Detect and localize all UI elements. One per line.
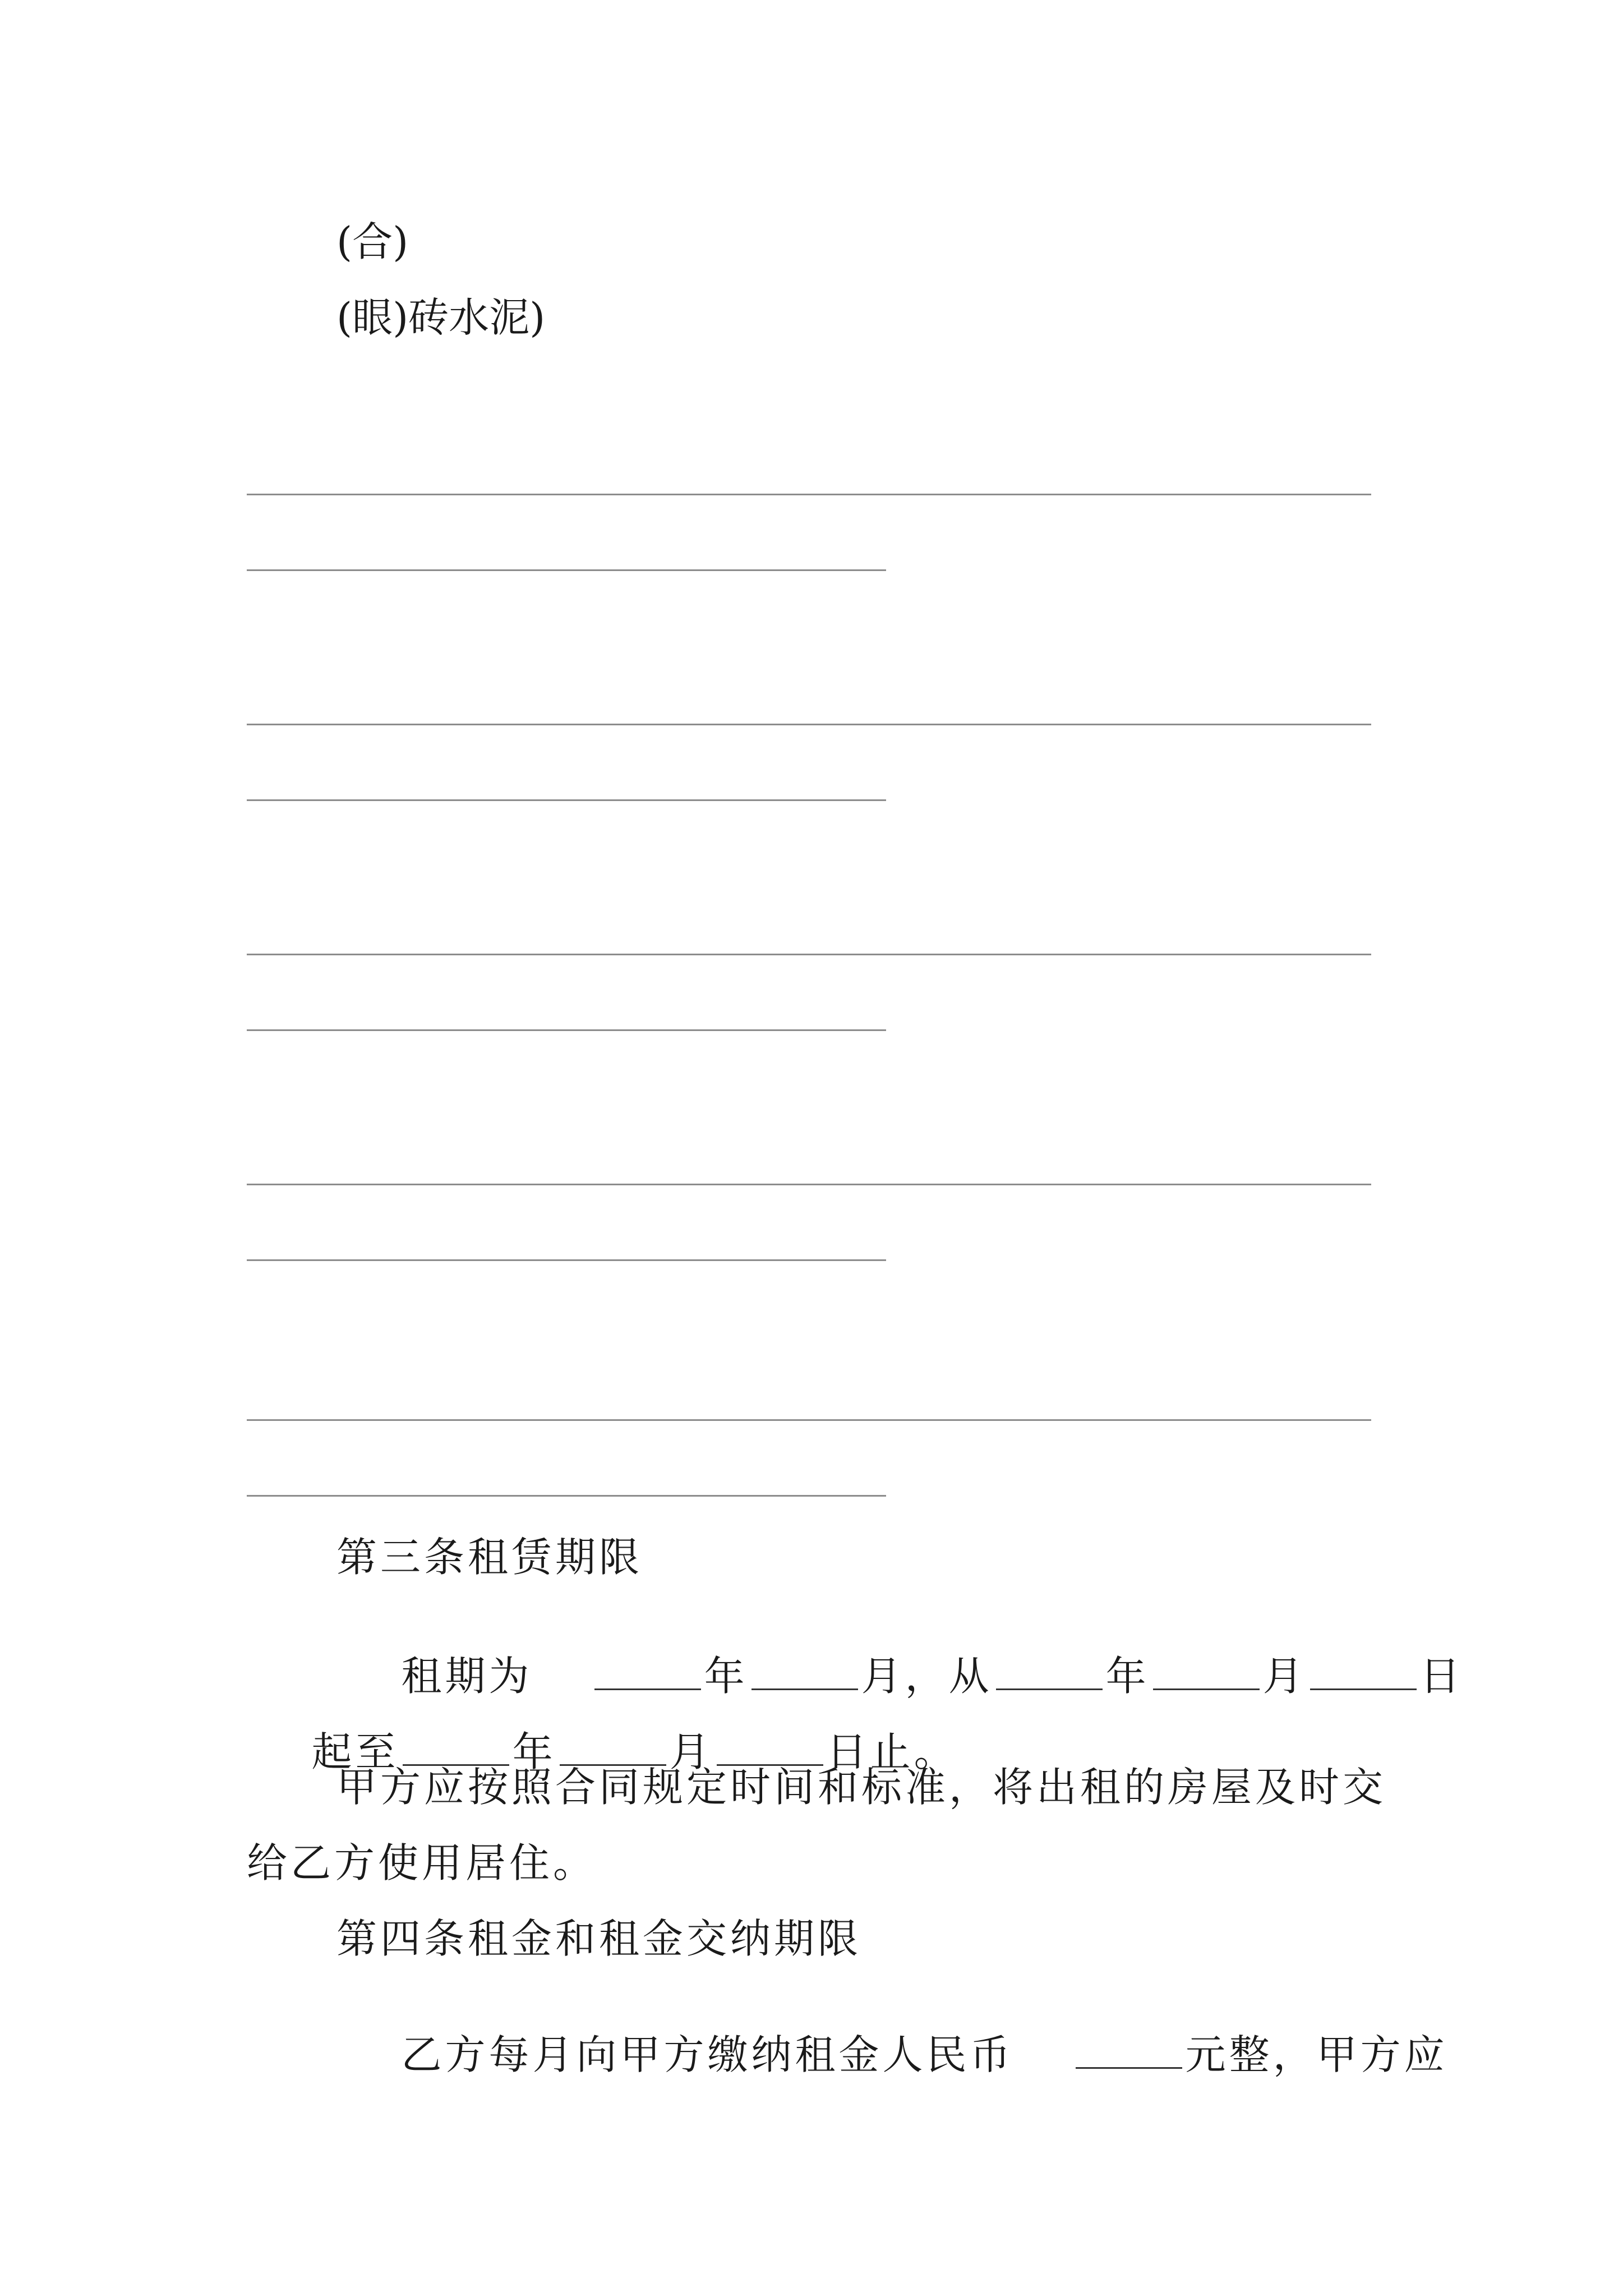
blank-rule-short bbox=[247, 569, 886, 571]
from-label: ，从 bbox=[905, 1653, 993, 1700]
blank-rule-long bbox=[247, 1419, 1371, 1421]
lease-term-label: 租期为 bbox=[401, 1653, 533, 1700]
blank-rule-long bbox=[247, 724, 1371, 725]
blank-rule-long bbox=[247, 494, 1371, 495]
blank-end-year bbox=[403, 1732, 509, 1766]
article-3-title: 第三条租赁期限 bbox=[336, 1534, 643, 1581]
blank-rule-short bbox=[247, 799, 886, 801]
party-a-obligation-line-1: 甲方应按照合同规定时间和标准，将出租的房屋及时交 bbox=[336, 1764, 1387, 1811]
unit-year: 年 bbox=[1105, 1653, 1150, 1700]
blank-months bbox=[751, 1656, 858, 1690]
unit-day: 日 bbox=[1419, 1653, 1464, 1700]
unit-year: 年 bbox=[512, 1728, 556, 1775]
rent-line bbox=[336, 1994, 1448, 2115]
blank-rule-long bbox=[247, 954, 1371, 955]
unit-month: 月 bbox=[861, 1653, 905, 1700]
unit-month: 月 bbox=[669, 1728, 713, 1775]
unit-month: 月 bbox=[1262, 1653, 1307, 1700]
blank-end-month bbox=[560, 1732, 666, 1766]
party-a-obligation-line-2: 给乙方使用居住。 bbox=[247, 1839, 597, 1887]
rent-tail: 元整，甲方应 bbox=[1185, 2031, 1448, 2078]
blank-rule-short bbox=[247, 1495, 886, 1497]
blank-start-month bbox=[1153, 1656, 1260, 1690]
blank-start-day bbox=[1310, 1656, 1417, 1690]
blank-end-day bbox=[717, 1732, 823, 1766]
unit-year: 年 bbox=[704, 1653, 748, 1700]
blank-start-year bbox=[996, 1656, 1103, 1690]
blank-rule-short bbox=[247, 1259, 886, 1261]
blank-rule-short bbox=[247, 1029, 886, 1031]
blank-years bbox=[594, 1656, 701, 1690]
text-line-materials: (眼)砖水泥) bbox=[336, 294, 546, 341]
blank-rent-amount bbox=[1076, 2035, 1182, 2069]
blank-rule-long bbox=[247, 1184, 1371, 1185]
until-label: 起至 bbox=[311, 1728, 399, 1775]
rent-label: 乙方每月向甲方缴纳租金人民币 bbox=[401, 2031, 1014, 2078]
article-4-title: 第四条租金和租金交纳期限 bbox=[336, 1915, 862, 1962]
text-line-he: (合) bbox=[336, 218, 409, 265]
end-label: 日止。 bbox=[826, 1728, 958, 1775]
